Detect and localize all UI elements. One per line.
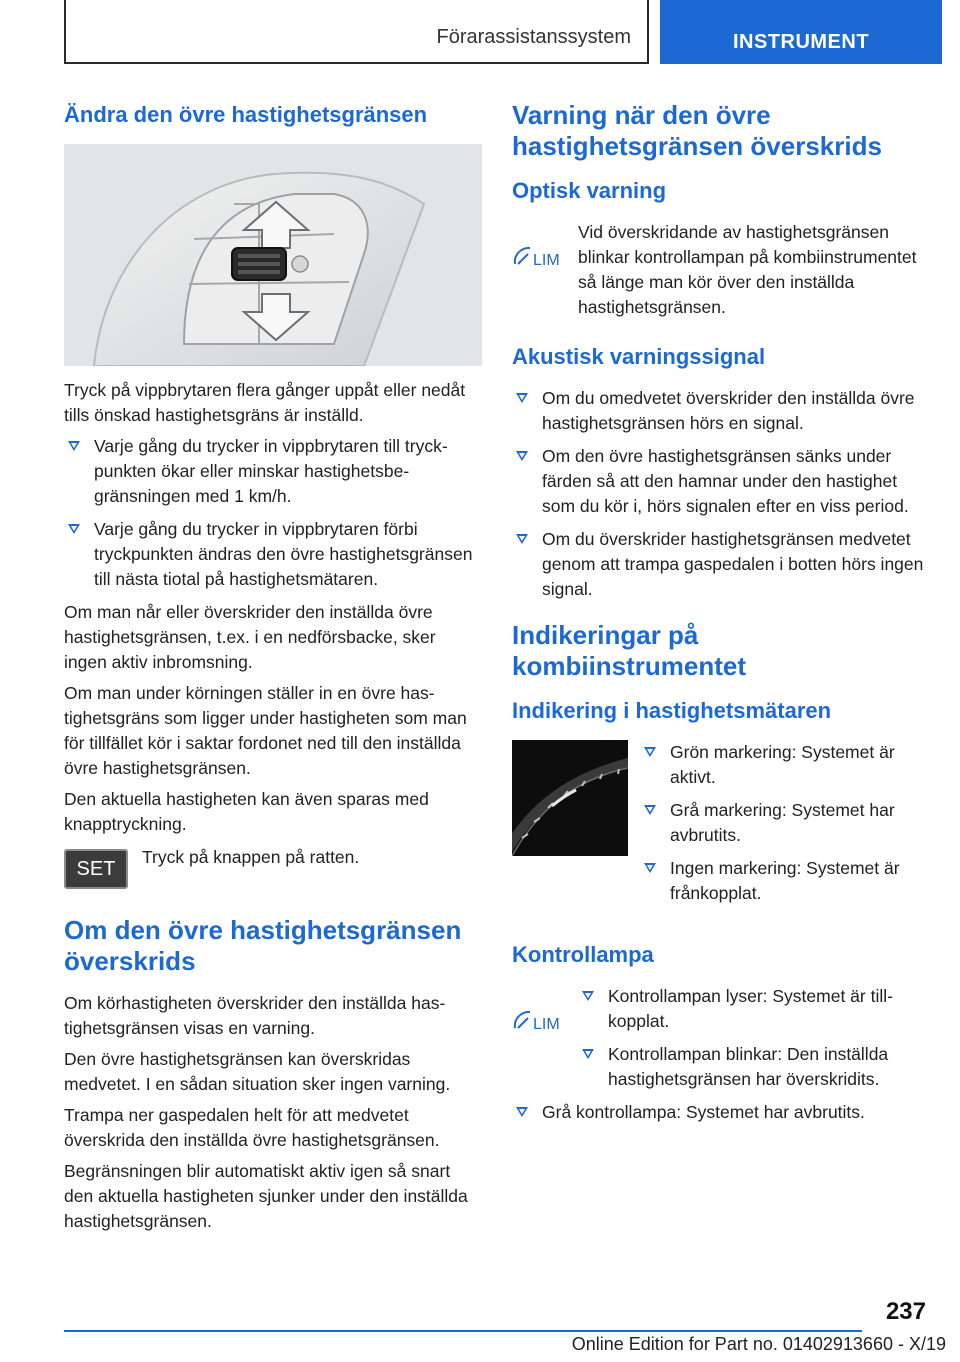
speedometer-icon xyxy=(512,740,628,856)
paragraph-kickdown: Trampa ner gaspedalen helt för att medvetet överskrida den inställda övre hastighetsgränsen. xyxy=(64,1105,440,1150)
heading-kontrollampa: Kontrollampa xyxy=(512,942,654,967)
indicator-lamp-block xyxy=(512,984,930,1092)
header-bar xyxy=(64,0,649,64)
triangle-bullet-icon xyxy=(516,451,528,461)
heading-warning-exceeded: Varning när den övre hastighetsgränsen överskrids xyxy=(512,100,882,161)
triangle-bullet-icon xyxy=(68,441,80,451)
triangle-bullet-icon xyxy=(644,805,656,815)
paragraph-deliberate: Den övre hastighetsgränsen kan överskridas medvetet. I en sådan situation sker ingen varning. xyxy=(64,1049,451,1094)
footer-divider xyxy=(64,1330,862,1332)
list-item: Kontrollampan blinkar: Den inställda hastighetsgränsen har överskridits. xyxy=(578,1042,930,1092)
lim-indicator-icon xyxy=(512,1006,570,1032)
optical-warning-block xyxy=(512,220,930,320)
header-section-title: Förarassistanssystem xyxy=(436,26,631,48)
list-item: Ingen markering: Systemet är frånkopplat. xyxy=(640,856,930,906)
triangle-bullet-icon xyxy=(516,393,528,403)
paragraph-tryck: Tryck på vippbrytaren flera gånger uppåt eller nedåt tills önskad hastighetsgräns är inställd. xyxy=(64,380,466,425)
list-item: Om den övre hastighetsgränsen sänks under färden så att den hamnar under den hastighet som du kör i, hörs signalen efter en viss period. xyxy=(512,444,930,519)
list-item: Varje gång du trycker in vippbrytaren förbi tryckpunkten ändras den övre hastighetsgränsen till nästa tiotal på hastighetsmätaren. xyxy=(64,517,482,592)
triangle-bullet-icon xyxy=(516,534,528,544)
svg-text:LIM: LIM xyxy=(533,252,560,268)
heading-akustisk: Akustisk varningssignal xyxy=(512,344,766,369)
paragraph-no-braking: Om man når eller överskrider den inställda övre hastighetsgränsen, t.ex. i en nedförsbacke, sker ingen aktiv inbromsning. xyxy=(64,602,436,672)
bullet-list-1 xyxy=(64,434,482,592)
optical-warning-text: Vid överskridande av hastighetsgränsen blinkar kontrollampan på kombiinstrumentet så länge man kör över den inställda hastighetsgränsen. xyxy=(578,222,917,317)
list-item: Grön markering: Systemet är aktivt. xyxy=(640,740,930,790)
steering-wheel-icon xyxy=(64,144,482,366)
lim-indicator-icon xyxy=(512,242,570,268)
list-item: Om du omedvetet överskrider den inställda övre hastighetsgränsen hörs en signal. xyxy=(512,386,930,436)
paragraph-save-speed: Den aktuella hastigheten kan även sparas med knapptryckning. xyxy=(64,789,429,834)
paragraph-slowdown: Om man under körningen ställer in en övre hastighetsgräns som ligger under hastigheten som man för tillfället kör i saktar fordonet ned till den inställda övre hastighetsgränsen. xyxy=(64,683,467,778)
paragraph-warning-shown: Om körhastigheten överskrider den inställda hastighetsgränsen visas en varning. xyxy=(64,993,446,1038)
bullet-list-indikering xyxy=(640,740,930,914)
left-column xyxy=(64,100,482,1240)
svg-text:LIM: LIM xyxy=(533,1016,560,1032)
triangle-bullet-icon xyxy=(582,1049,594,1059)
speedometer-indication-block xyxy=(512,740,930,920)
bullet-list-akustisk xyxy=(512,386,930,602)
page-number: 237 xyxy=(885,1298,926,1325)
set-button-row xyxy=(64,845,482,889)
steering-wheel-rocker-illustration xyxy=(64,144,482,366)
list-item: Om du överskrider hastighetsgränsen medvetet genom att trampa gaspedalen i botten hörs ingen signal. xyxy=(512,527,930,602)
bullet-list-kontrollampa xyxy=(512,984,930,1092)
heading-optisk-varning: Optisk varning xyxy=(512,178,667,203)
list-item: Grå kontrollampa: Systemet har avbrutits. xyxy=(512,1100,930,1125)
heading-limit-exceeded: Om den övre hastighetsgränsen överskrids xyxy=(64,915,462,976)
set-instruction: Tryck på knappen på ratten. xyxy=(142,847,360,867)
set-button-icon: SET xyxy=(64,849,128,889)
triangle-bullet-icon xyxy=(68,524,80,534)
right-column xyxy=(512,100,930,1133)
triangle-bullet-icon xyxy=(516,1107,528,1117)
heading-indikeringar: Indikeringar på kombiinstrumentet xyxy=(512,620,747,681)
bullet-list-last xyxy=(512,1100,930,1125)
triangle-bullet-icon xyxy=(582,991,594,1001)
heading-change-upper-limit: Ändra den övre hastighetsgränsen xyxy=(64,102,428,127)
header-tab-instrument[interactable]: INSTRUMENT xyxy=(660,0,942,64)
list-item: Grå markering: Systemet har avbrutits. xyxy=(640,798,930,848)
list-item: Kontrollampan lyser: Systemet är tillkopplat. xyxy=(578,984,930,1034)
paragraph-reactivation: Begränsningen blir automatiskt aktiv igen så snart den aktuella hastigheten sjunker under den inställda hastighetsgränsen. xyxy=(64,1161,468,1231)
triangle-bullet-icon xyxy=(644,747,656,757)
list-item: Varje gång du trycker in vippbrytaren till tryckpunkten ökar eller minskar hastighetsbegränsningen med 1 km/h. xyxy=(64,434,482,509)
footer-edition: Online Edition for Part no. 01402913660 - X/19 xyxy=(571,1334,946,1354)
triangle-bullet-icon xyxy=(644,863,656,873)
heading-indikering-hastighetsmatare: Indikering i hastighetsmätaren xyxy=(512,698,832,723)
